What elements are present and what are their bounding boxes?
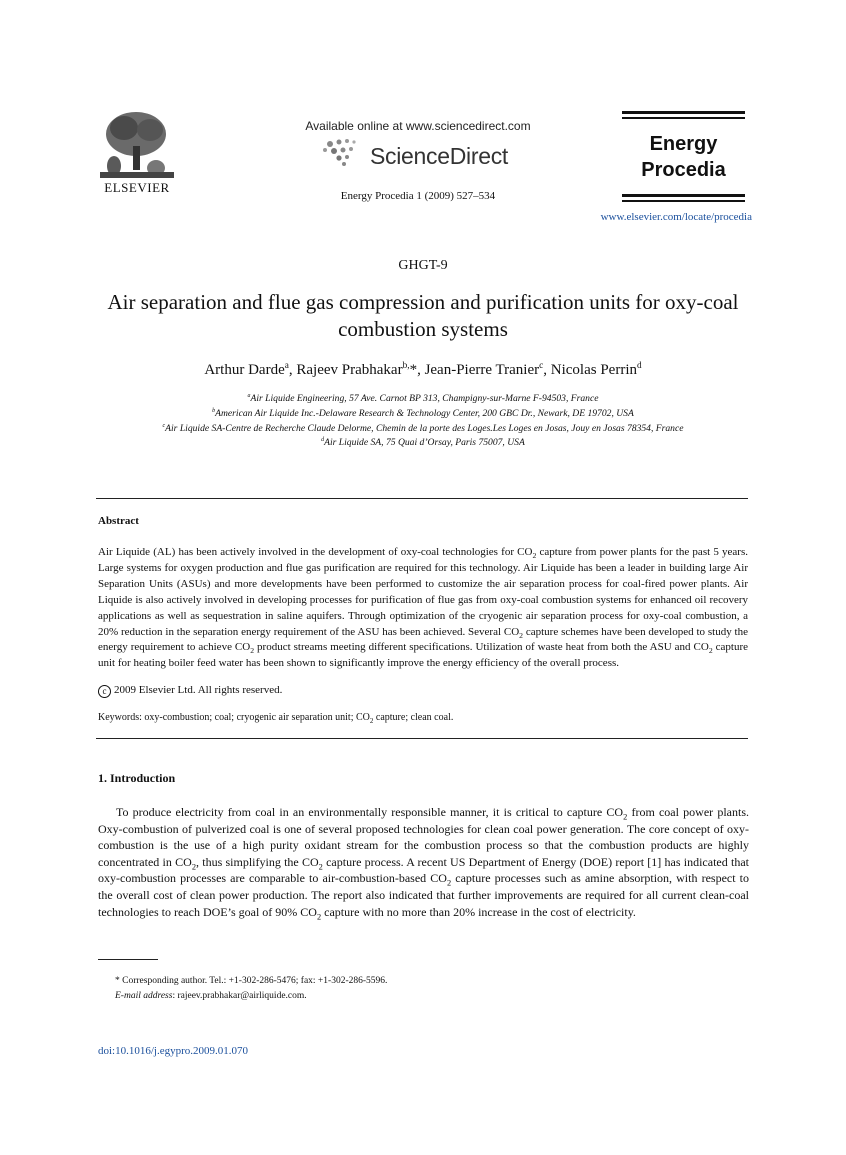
journal-rule	[622, 117, 745, 119]
author-superscript: a	[284, 361, 289, 371]
copyright-icon: c	[98, 685, 111, 698]
journal-url-link[interactable]: www.elsevier.com/locate/procedia	[600, 211, 752, 223]
author-name: Nicolas Perrin	[550, 362, 637, 378]
available-online-text: Available online at www.sciencedirect.com	[305, 119, 531, 133]
author-name: Rajeev Prabhakar	[296, 362, 403, 378]
subscript: 2	[708, 646, 713, 656]
affiliation-superscript: b	[212, 407, 216, 414]
author-superscript: c	[539, 361, 544, 371]
author-superscript: b,	[402, 361, 410, 371]
journal-citation: Energy Procedia 1 (2009) 527–534	[340, 190, 496, 202]
affiliation-text: Air Liquide Engineering, 57 Ave. Carnot BP 313, Champigny-sur-Marne F-94503, France	[250, 393, 599, 404]
email-label: E-mail address	[115, 991, 173, 1001]
section-divider	[96, 738, 748, 739]
author-name: Jean-Pierre Tranier	[424, 362, 540, 378]
journal-rule	[622, 111, 745, 114]
subscript: 2	[519, 630, 524, 640]
abstract-text: product streams meeting different specifications. Utilization of waste heat from both the ASU and CO	[254, 641, 709, 654]
article-title: Air separation and flue gas compression and purification units for oxy-coal combustion systems	[107, 290, 739, 341]
subscript: 2	[250, 646, 255, 656]
body-text: from coal power plants. Oxy-combustion of pulverized coal is one of several proposed technologies for clean coal power generation. The core concept of oxy-combustion is the use of a high purity oxidant stream for the combustion process so that the combustion products are highly concentrated in CO	[98, 805, 750, 869]
affiliation	[96, 437, 750, 448]
subscript: 2	[532, 551, 537, 561]
abstract-text: capture from power plants for the past 5 years. Large systems for oxygen production and flue gas purification are required for this technology. Air Liquide has been a leader in building large Air Separation Units (ASUs) and more developments have been performed to customize the air separation process for coal-fired power plants. Air Liquide is also actively involved in developing processes for purification of flue gas from oxy-coal combustion systems for enhanced oil recovery applications as well as sequestration in saline aquifers. Through optimization of the cryogenic air separation process for oxy-coal combustion, a 20% reduction in the separation energy requirement of the ASU has been achieved. Several CO	[98, 546, 748, 638]
journal-rule	[622, 200, 745, 202]
affiliation-text: Air Liquide SA-Centre de Recherche Claude Delorme, Chemin de la porte des Loges.Les Loges en Josas, Jouy en Josas 78354, France	[165, 423, 684, 434]
abstract-body	[98, 545, 748, 672]
subscript: 2	[369, 717, 374, 725]
body-text: capture with no more than 20% increase in the cost of electricity.	[321, 904, 636, 919]
doi-link[interactable]: doi:10.1016/j.egypro.2009.01.070	[98, 1045, 249, 1057]
abstract-text: Air Liquide (AL) has been actively involved in the development of oxy-coal technologies for CO	[98, 546, 533, 558]
subscript: 2	[318, 862, 323, 872]
keywords-text: capture; clean coal.	[373, 712, 454, 723]
affiliation	[96, 408, 750, 419]
body-text: capture processes such as amine absorption, with respect to the overall cost of clean power production. The report also indicated that further improvements are required for all current clean-coal technologies to reach DOE’s goal of 90% CO	[98, 871, 749, 919]
sciencedirect-wordmark: ScienceDirect	[370, 143, 508, 169]
body-text: , thus simplifying the CO	[196, 854, 319, 869]
author-separator: ,	[288, 362, 297, 378]
author-superscript: d	[637, 361, 642, 371]
abstract-text: capture unit for heating boiler feed water has been shown to significantly improve the energy efficiency of the overall process.	[98, 641, 749, 670]
author-list	[96, 362, 750, 379]
journal-title	[622, 131, 745, 183]
affiliation-text: Air Liquide SA, 75 Quai d’Orsay, Paris 75007, USA	[324, 437, 525, 448]
affiliation-superscript: c	[162, 422, 166, 429]
journal-title-line1: Energy	[649, 133, 718, 155]
abstract-text: capture schemes have been developed to study the energy requirement to achieve CO	[98, 625, 748, 654]
affiliation-superscript: d	[321, 436, 325, 443]
subscript: 2	[316, 911, 322, 921]
copyright-notice	[98, 684, 282, 698]
subscript: 2	[191, 862, 196, 872]
body-text: capture process. A recent US Department of Energy (DOE) report [1] has indicated that oxy-combustion processes are comparable to air-combustion-based CO	[98, 854, 749, 886]
footnote-email	[115, 991, 307, 1001]
affiliation-text: American Air Liquide Inc.-Delaware Research & Technology Center, 200 GBC Dr., Newark, DE 19702, USA	[215, 408, 634, 419]
keywords-text: Keywords: oxy-combustion; coal; cryogenic air separation unit; CO	[98, 712, 370, 723]
body-text: To produce electricity from coal in an environmentally responsible manner, it is critical to capture CO	[116, 805, 624, 819]
email-address[interactable]: : rajeev.prabhakar@airliquide.com.	[172, 991, 307, 1001]
author-separator: *,	[409, 362, 425, 378]
abstract-heading: Abstract	[98, 515, 139, 527]
elsevier-wordmark: ELSEVIER	[104, 180, 170, 195]
journal-rule	[622, 194, 745, 197]
section-divider	[96, 498, 748, 499]
section-heading: 1. Introduction	[98, 771, 176, 785]
affiliation-superscript: a	[247, 392, 251, 399]
keywords	[98, 712, 453, 723]
conference-name: GHGT-9	[398, 258, 448, 273]
author-name: Arthur Darde	[204, 362, 285, 378]
introduction-body	[98, 804, 749, 920]
subscript: 2	[446, 878, 452, 888]
subscript: 2	[623, 812, 628, 822]
footnote-corresponding: * Corresponding author. Tel.: +1-302-286-5476; fax: +1-302-286-5596.	[115, 976, 388, 986]
footnote-rule	[98, 959, 158, 960]
affiliation	[96, 423, 750, 434]
copyright-text: 2009 Elsevier Ltd. All rights reserved.	[114, 684, 283, 696]
affiliation	[96, 393, 750, 404]
journal-title-line2: Procedia	[641, 159, 726, 181]
author-separator: ,	[543, 362, 551, 378]
